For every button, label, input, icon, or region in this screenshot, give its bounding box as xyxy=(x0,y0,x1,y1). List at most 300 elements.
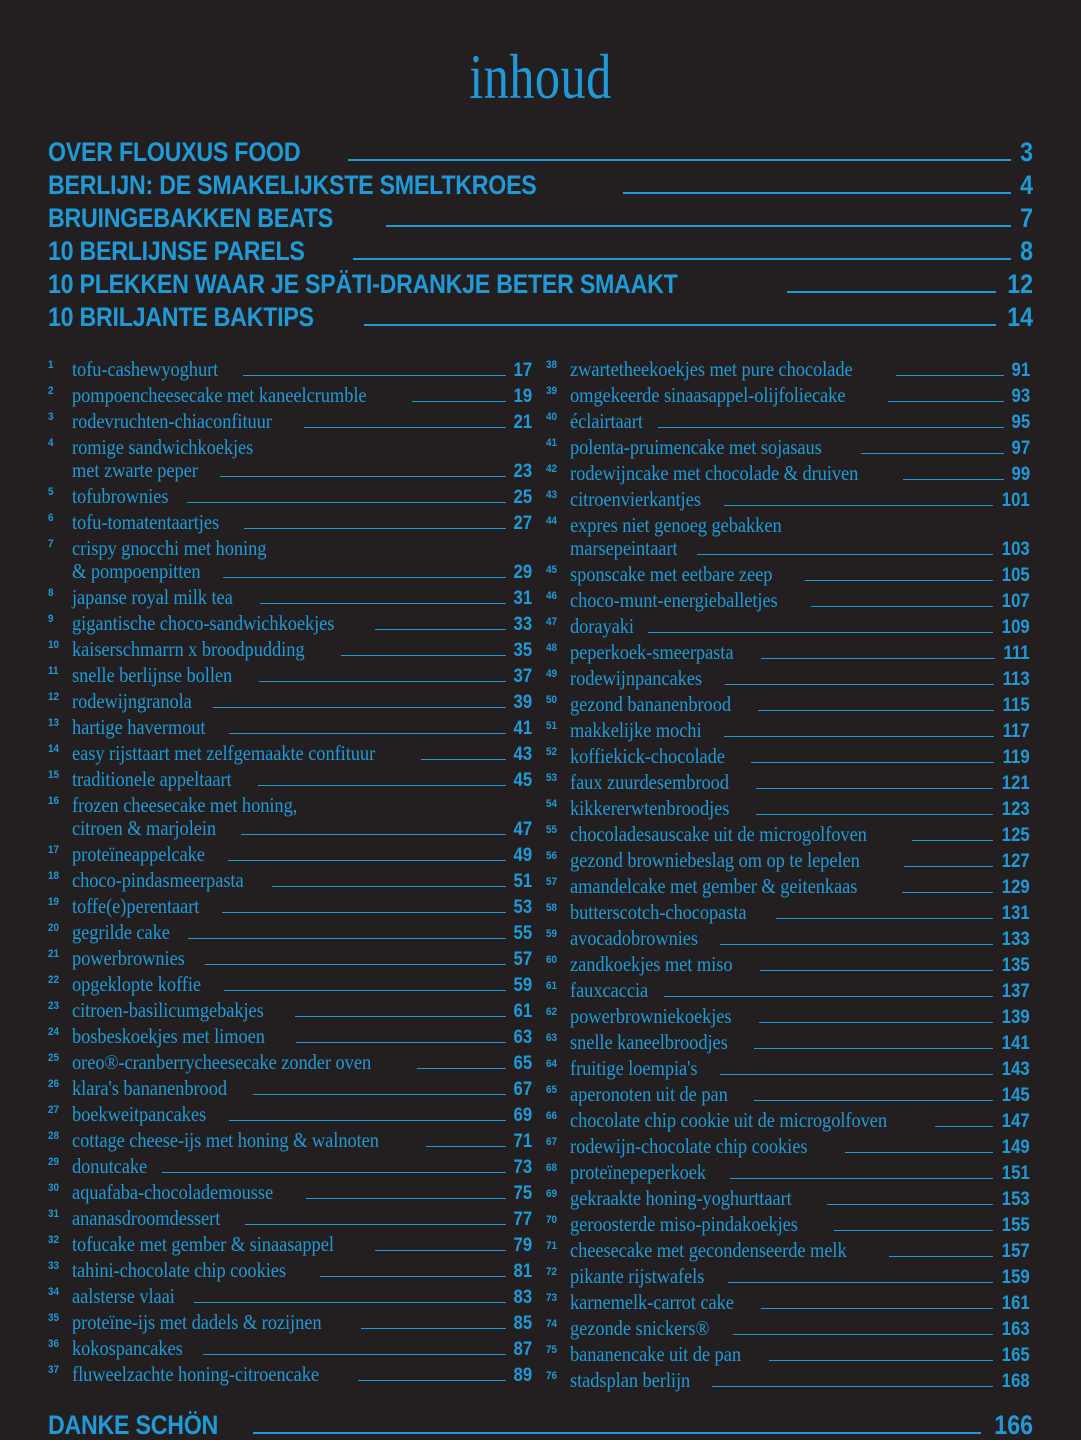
recipe-entry[interactable] xyxy=(546,1006,1030,1031)
recipe-entry[interactable] xyxy=(48,844,532,869)
recipe-entry-line[interactable] xyxy=(570,1136,1030,1161)
recipe-entry[interactable] xyxy=(546,590,1030,615)
recipe-entry[interactable] xyxy=(546,746,1030,771)
recipe-entry[interactable] xyxy=(546,720,1030,745)
recipe-entry-line[interactable] xyxy=(570,720,1030,745)
recipe-entry-line[interactable] xyxy=(570,538,1030,561)
recipe-entry-line[interactable] xyxy=(72,743,532,768)
recipe-entry[interactable] xyxy=(546,928,1030,953)
leader-line xyxy=(834,1230,993,1231)
recipe-entry-title: makkelijke mochi xyxy=(570,718,702,742)
recipe-entry-number: 3 xyxy=(48,411,54,423)
recipe-entry-title: fauxcaccia xyxy=(570,978,649,1002)
recipe-entry[interactable] xyxy=(546,1188,1030,1213)
section-heading-row[interactable] xyxy=(48,205,1033,238)
recipe-entry[interactable] xyxy=(546,411,1030,436)
recipe-entry-number: 70 xyxy=(546,1214,558,1226)
recipe-entry-line[interactable] xyxy=(570,824,1030,849)
recipe-entry-title: aquafaba-chocolademousse xyxy=(72,1180,274,1204)
recipe-entry[interactable] xyxy=(546,1084,1030,1109)
recipe-entry-title: tofu-cashewyoghurt xyxy=(72,357,219,381)
recipe-entry-title: romige sandwichkoekjes xyxy=(72,435,254,459)
leader-line xyxy=(912,840,993,841)
recipe-entry-title: sponscake met eetbare zeep xyxy=(570,562,773,586)
recipe-entry-title: gezond bananenbrood xyxy=(570,692,731,716)
leader-line xyxy=(229,1120,506,1121)
recipe-entry-line[interactable] xyxy=(72,1130,532,1155)
recipe-entry[interactable] xyxy=(48,385,532,410)
recipe-entry-title: opgeklopte koffie xyxy=(72,972,202,996)
recipe-entry-title: bosbeskoekjes met limoen xyxy=(72,1024,265,1048)
recipe-entry-line[interactable] xyxy=(72,896,532,921)
recipe-entry-page-number: 133 xyxy=(1002,929,1030,950)
recipe-entry[interactable] xyxy=(546,798,1030,823)
recipe-entry-title: proteïne-ijs met dadels & rozijnen xyxy=(72,1310,322,1334)
recipe-entry[interactable] xyxy=(48,486,532,511)
leader-line xyxy=(904,866,993,867)
recipe-entry-page-number: 131 xyxy=(1002,903,1030,924)
recipe-entry-line[interactable] xyxy=(570,694,1030,719)
section-heading-label: OVER FLOUXUS FOOD xyxy=(48,137,301,167)
recipe-entry-title: boekweitpancakes xyxy=(72,1102,207,1126)
recipe-entry[interactable] xyxy=(48,1364,532,1389)
recipe-entry[interactable] xyxy=(546,1162,1030,1187)
recipe-entry[interactable] xyxy=(48,691,532,716)
recipe-entry-line[interactable] xyxy=(72,691,532,716)
leader-line xyxy=(243,375,506,376)
recipe-entry-number: 49 xyxy=(546,668,558,680)
recipe-entry[interactable] xyxy=(546,1058,1030,1083)
leader-line xyxy=(725,684,994,685)
recipe-entry-line[interactable] xyxy=(570,980,1030,1005)
recipe-entry-title: peperkoek-smeerpasta xyxy=(570,640,734,664)
recipe-entry[interactable] xyxy=(546,437,1030,462)
recipe-entry-title: tofucake met gember & sinaasappel xyxy=(72,1232,334,1256)
recipe-entry-line[interactable] xyxy=(570,385,1030,410)
recipe-entry-line[interactable] xyxy=(72,613,532,638)
recipe-entry-title: faux zuurdesembrood xyxy=(570,770,729,794)
recipe-entry-line[interactable] xyxy=(72,460,532,483)
recipe-entry[interactable] xyxy=(546,564,1030,589)
recipe-entry-line[interactable] xyxy=(72,561,532,584)
leader-line xyxy=(902,892,994,893)
recipe-entry-title: amandelcake met gember & geitenkaas xyxy=(570,874,858,898)
recipe-entry-line[interactable] xyxy=(570,668,1030,693)
recipe-entry-title: choco-munt-energieballetjes xyxy=(570,588,778,612)
recipe-entry[interactable] xyxy=(546,1292,1030,1317)
recipe-entry[interactable] xyxy=(546,1318,1030,1343)
leader-line xyxy=(295,1016,506,1017)
leader-line xyxy=(220,476,506,477)
recipe-entry-line[interactable] xyxy=(570,489,1030,514)
leader-line xyxy=(222,912,506,913)
recipe-entry-number: 67 xyxy=(546,1136,558,1148)
recipe-entry-page-number: 149 xyxy=(1002,1137,1030,1158)
leader-line xyxy=(759,1022,994,1023)
recipe-entry-number: 24 xyxy=(48,1026,60,1038)
recipe-entry[interactable] xyxy=(48,512,532,537)
recipe-entry-number: 27 xyxy=(48,1104,60,1116)
recipe-entry[interactable] xyxy=(48,1338,532,1363)
recipe-entry[interactable] xyxy=(48,1052,532,1077)
recipe-entry-line[interactable] xyxy=(570,437,1030,462)
recipe-entry-page-number: 113 xyxy=(1003,669,1030,690)
recipe-entry-line[interactable] xyxy=(72,411,532,436)
recipe-entry-title: avocadobrownies xyxy=(570,926,698,950)
recipe-entry-line[interactable] xyxy=(570,411,1030,436)
recipe-entry-title: kaiserschmarrn x broodpudding xyxy=(72,637,305,661)
recipe-entry[interactable] xyxy=(48,613,532,638)
recipe-entry-title: fluweelzachte honing-citroencake xyxy=(72,1362,320,1386)
recipe-entry[interactable] xyxy=(48,948,532,973)
recipe-entry-line[interactable] xyxy=(570,772,1030,797)
recipe-entry[interactable] xyxy=(48,411,532,436)
recipe-entry-number: 33 xyxy=(48,1260,60,1272)
recipe-entry-line[interactable] xyxy=(72,1000,532,1025)
recipe-entry-line[interactable] xyxy=(570,642,1030,667)
recipe-entry-page-number: 17 xyxy=(513,360,532,381)
recipe-entry-line[interactable] xyxy=(570,928,1030,953)
recipe-entry-line[interactable] xyxy=(570,1188,1030,1213)
recipe-entry-title: kikkererwtenbroodjes xyxy=(570,796,730,820)
recipe-entry-line[interactable] xyxy=(570,850,1030,875)
recipe-entry-title: bananencake uit de pan xyxy=(570,1342,741,1366)
leader-line xyxy=(223,577,506,578)
recipe-entry[interactable] xyxy=(546,1344,1030,1369)
recipe-entry-page-number: 143 xyxy=(1002,1059,1030,1080)
section-heading-page-number: 7 xyxy=(1020,203,1033,233)
leader-line xyxy=(712,1386,994,1387)
recipe-entry-page-number: 157 xyxy=(1002,1241,1030,1262)
recipe-entry[interactable] xyxy=(546,772,1030,797)
recipe-entry-title: proteïnepeperkoek xyxy=(570,1160,707,1184)
recipe-entry-title: hartige havermout xyxy=(72,715,206,739)
recipe-entry-line[interactable] xyxy=(72,769,532,794)
recipe-entry[interactable] xyxy=(48,1182,532,1207)
leader-line xyxy=(648,632,994,633)
recipe-entry[interactable] xyxy=(48,795,532,841)
recipe-entry-line[interactable] xyxy=(72,665,532,690)
recipe-entry-line[interactable] xyxy=(570,1370,1030,1395)
recipe-entry-line[interactable] xyxy=(72,1052,532,1077)
leader-line xyxy=(760,970,994,971)
recipe-entry-page-number: 39 xyxy=(513,692,532,713)
recipe-entry[interactable] xyxy=(48,743,532,768)
recipe-entry-page-number: 91 xyxy=(1011,360,1030,381)
leader-line xyxy=(623,192,1011,194)
leader-line xyxy=(353,258,1011,260)
section-heading-row[interactable] xyxy=(48,238,1033,271)
recipe-entry-number: 26 xyxy=(48,1078,60,1090)
recipe-entry-line[interactable] xyxy=(570,590,1030,615)
recipe-entry-page-number: 65 xyxy=(513,1053,532,1074)
recipe-entry[interactable] xyxy=(546,385,1030,410)
recipe-entry[interactable] xyxy=(546,515,1030,561)
recipe-entry-line[interactable] xyxy=(570,359,1030,384)
recipe-entry-page-number: 63 xyxy=(513,1027,532,1048)
leader-line xyxy=(375,1250,506,1251)
recipe-entry-number: 76 xyxy=(546,1370,558,1382)
recipe-entry[interactable] xyxy=(546,1110,1030,1135)
recipe-entry-title: aperonoten uit de pan xyxy=(570,1082,728,1106)
recipe-entry-line[interactable] xyxy=(72,844,532,869)
recipe-entry-page-number: 81 xyxy=(513,1261,532,1282)
recipe-entry-page-number: 51 xyxy=(513,871,532,892)
recipe-entry[interactable] xyxy=(546,1136,1030,1161)
recipe-entry-page-number: 27 xyxy=(513,513,532,534)
leader-line xyxy=(733,1334,993,1335)
recipe-entry[interactable] xyxy=(546,463,1030,488)
recipe-entry[interactable] xyxy=(48,870,532,895)
recipe-entry[interactable] xyxy=(48,1260,532,1285)
recipe-entry[interactable] xyxy=(48,665,532,690)
leader-line xyxy=(888,401,1004,402)
recipe-entry-line[interactable] xyxy=(570,1032,1030,1057)
recipe-entry[interactable] xyxy=(546,1214,1030,1239)
recipe-entry-number: 75 xyxy=(546,1344,558,1356)
recipe-entry-line[interactable] xyxy=(570,1084,1030,1109)
recipe-entry-line[interactable] xyxy=(72,1260,532,1285)
recipe-entry-line[interactable] xyxy=(72,1364,532,1389)
recipe-entry-title-continued: met zwarte peper xyxy=(72,458,198,482)
recipe-entry[interactable] xyxy=(546,616,1030,641)
recipe-entry[interactable] xyxy=(48,538,532,584)
recipe-entry-line[interactable] xyxy=(570,1240,1030,1265)
recipe-entry[interactable] xyxy=(48,1078,532,1103)
recipe-entry[interactable] xyxy=(48,1312,532,1337)
recipe-columns xyxy=(48,359,1033,1396)
recipe-entry-line[interactable] xyxy=(72,385,532,410)
recipe-entry-page-number: 129 xyxy=(1002,877,1030,898)
section-heading-row[interactable] xyxy=(48,304,1033,337)
recipe-entry-title: klara's bananenbrood xyxy=(72,1076,228,1100)
recipe-entry-title: citroen-basilicumgebakjes xyxy=(72,998,264,1022)
leader-line xyxy=(304,427,506,428)
recipe-entry-line[interactable] xyxy=(72,639,532,664)
recipe-entry-title: gigantische choco-sandwichkoekjes xyxy=(72,611,335,635)
recipe-entry-number: 68 xyxy=(546,1162,558,1174)
recipe-entry-number: 52 xyxy=(546,746,558,758)
recipe-entry-title: dorayaki xyxy=(570,614,634,638)
leader-line xyxy=(361,1328,506,1329)
recipe-entry[interactable] xyxy=(48,717,532,742)
leader-line xyxy=(761,1308,993,1309)
recipe-entry-number: 64 xyxy=(546,1058,558,1070)
recipe-entry-line[interactable] xyxy=(72,1312,532,1337)
recipe-entry-line[interactable] xyxy=(72,359,532,384)
leader-line xyxy=(776,918,994,919)
recipe-entry-line[interactable] xyxy=(570,1214,1030,1239)
recipe-entry-line[interactable] xyxy=(570,1292,1030,1317)
recipe-entry-number: 51 xyxy=(546,720,558,732)
recipe-entry[interactable] xyxy=(546,668,1030,693)
recipe-entry-page-number: 87 xyxy=(513,1339,532,1360)
recipe-entry-line[interactable] xyxy=(72,587,532,612)
recipe-entry-page-number: 127 xyxy=(1002,851,1030,872)
recipe-entry-line[interactable] xyxy=(72,717,532,742)
recipe-entry[interactable] xyxy=(546,1240,1030,1265)
recipe-entry-page-number: 67 xyxy=(513,1079,532,1100)
recipe-entry-number: 36 xyxy=(48,1338,60,1350)
recipe-entry-page-number: 123 xyxy=(1002,799,1030,820)
recipe-entry-number: 56 xyxy=(546,850,558,862)
recipe-entry-line[interactable] xyxy=(72,1286,532,1311)
recipe-entry-line[interactable] xyxy=(72,1026,532,1051)
recipe-entry-line[interactable] xyxy=(570,1058,1030,1083)
recipe-entry[interactable] xyxy=(546,1266,1030,1291)
footer-row[interactable] xyxy=(48,1412,1033,1440)
recipe-entry-line[interactable] xyxy=(570,1006,1030,1031)
section-heading-row[interactable] xyxy=(48,139,1033,172)
leader-line xyxy=(751,762,994,763)
recipe-entry-title: crispy gnocchi met honing xyxy=(72,536,267,560)
section-heading-row[interactable] xyxy=(48,271,1033,304)
recipe-entry[interactable] xyxy=(546,824,1030,849)
recipe-entry-line[interactable] xyxy=(72,1338,532,1363)
recipe-entry-title-continued: marsepeintaart xyxy=(570,536,678,560)
leader-line xyxy=(756,788,994,789)
leader-line xyxy=(730,1178,994,1179)
recipe-entry[interactable] xyxy=(48,359,532,384)
recipe-entry-line[interactable] xyxy=(72,1156,532,1181)
recipe-entry-line[interactable] xyxy=(570,798,1030,823)
leader-line xyxy=(761,658,996,659)
recipe-entry[interactable] xyxy=(48,974,532,999)
recipe-entry-line[interactable] xyxy=(570,616,1030,641)
recipe-entry-line[interactable] xyxy=(570,1162,1030,1187)
recipe-entry[interactable] xyxy=(48,1130,532,1155)
recipe-entry[interactable] xyxy=(546,876,1030,901)
recipe-entry-page-number: 125 xyxy=(1002,825,1030,846)
recipe-entry-line[interactable] xyxy=(570,876,1030,901)
recipe-entry[interactable] xyxy=(48,1234,532,1259)
recipe-entry-page-number: 155 xyxy=(1002,1215,1030,1236)
leader-line xyxy=(259,681,506,682)
leader-line xyxy=(253,1094,506,1095)
recipe-entry-title: tofu-tomatentaartjes xyxy=(72,510,220,534)
recipe-entry-title: aalsterse vlaai xyxy=(72,1284,175,1308)
recipe-entry[interactable] xyxy=(48,1000,532,1025)
recipe-entry-page-number: 141 xyxy=(1002,1033,1030,1054)
section-heading-row[interactable] xyxy=(48,172,1033,205)
recipe-entry[interactable] xyxy=(48,1208,532,1233)
recipe-entry-line[interactable] xyxy=(72,1208,532,1233)
recipe-entry-page-number: 159 xyxy=(1002,1267,1030,1288)
recipe-entry-line[interactable] xyxy=(72,1078,532,1103)
recipe-entry-line[interactable] xyxy=(570,902,1030,927)
leader-line xyxy=(754,1048,993,1049)
recipe-entry-line[interactable] xyxy=(72,1104,532,1129)
leader-line xyxy=(224,990,506,991)
recipe-entry-number: 40 xyxy=(546,411,558,423)
recipe-entry[interactable] xyxy=(546,1032,1030,1057)
recipe-entry[interactable] xyxy=(48,437,532,483)
recipe-entry-title: éclairtaart xyxy=(570,409,643,433)
recipe-entry-line[interactable] xyxy=(72,974,532,999)
leader-line xyxy=(769,1360,993,1361)
leader-line xyxy=(386,225,1011,227)
recipe-entry-line[interactable] xyxy=(570,746,1030,771)
recipe-entry-title: powerbrownies xyxy=(72,946,185,970)
recipe-entry-title: pompoencheesecake met kaneelcrumble xyxy=(72,383,367,407)
recipe-entry-page-number: 147 xyxy=(1002,1111,1030,1132)
recipe-entry-page-number: 75 xyxy=(513,1183,532,1204)
recipe-entry-line[interactable] xyxy=(570,564,1030,589)
recipe-entry-number: 13 xyxy=(48,717,60,729)
recipe-entry-page-number: 168 xyxy=(1002,1371,1030,1392)
recipe-entry[interactable] xyxy=(546,694,1030,719)
recipe-entry-number: 28 xyxy=(48,1130,60,1142)
recipe-entry-number: 35 xyxy=(48,1312,60,1324)
recipe-entry-number: 23 xyxy=(48,1000,60,1012)
recipe-entry-line[interactable] xyxy=(72,922,532,947)
recipe-entry-page-number: 135 xyxy=(1002,955,1030,976)
recipe-entry-line[interactable] xyxy=(72,818,532,841)
recipe-entry[interactable] xyxy=(48,1286,532,1311)
recipe-entry[interactable] xyxy=(48,769,532,794)
recipe-entry-line[interactable] xyxy=(570,1110,1030,1135)
recipe-entry-number: 66 xyxy=(546,1110,558,1122)
recipe-entry-number: 37 xyxy=(48,1364,60,1376)
recipe-entry-number: 30 xyxy=(48,1182,60,1194)
recipe-entry-number: 55 xyxy=(546,824,558,836)
recipe-entry[interactable] xyxy=(546,642,1030,667)
recipe-entry-title: proteïneappelcake xyxy=(72,842,205,866)
recipe-entry-page-number: 19 xyxy=(513,386,532,407)
recipe-entry-line[interactable] xyxy=(570,1344,1030,1369)
recipe-entry-line[interactable] xyxy=(72,948,532,973)
recipe-entry[interactable] xyxy=(48,639,532,664)
recipe-entry[interactable] xyxy=(48,1104,532,1129)
recipe-entry-line[interactable] xyxy=(72,512,532,537)
recipe-entry-page-number: 33 xyxy=(513,614,532,635)
recipe-entry[interactable] xyxy=(546,980,1030,1005)
recipe-entry[interactable] xyxy=(546,902,1030,927)
recipe-entry[interactable] xyxy=(48,896,532,921)
recipe-entry[interactable] xyxy=(48,1156,532,1181)
recipe-entry-line[interactable] xyxy=(72,486,532,511)
recipe-entry-line[interactable] xyxy=(72,1182,532,1207)
recipe-entry-line[interactable] xyxy=(570,1318,1030,1343)
recipe-entry-line[interactable] xyxy=(570,954,1030,979)
recipe-entry-title: chocolate chip cookie uit de microgolfoven xyxy=(570,1108,888,1132)
leader-line xyxy=(827,1204,993,1205)
recipe-entry[interactable] xyxy=(546,489,1030,514)
recipe-entry-number: 15 xyxy=(48,769,60,781)
recipe-entry[interactable] xyxy=(546,954,1030,979)
recipe-entry-title: cottage cheese-ijs met honing & walnoten xyxy=(72,1128,379,1152)
recipe-entry[interactable] xyxy=(48,1026,532,1051)
recipe-entry[interactable] xyxy=(546,359,1030,384)
recipe-entry-page-number: 73 xyxy=(513,1157,532,1178)
recipe-entry-title: karnemelk-carrot cake xyxy=(570,1290,734,1314)
recipe-entry[interactable] xyxy=(546,850,1030,875)
recipe-entry-title: stadsplan berlijn xyxy=(570,1368,691,1392)
leader-line xyxy=(903,479,1004,480)
recipe-entry[interactable] xyxy=(546,1370,1030,1395)
recipe-entry-line[interactable] xyxy=(72,1234,532,1259)
recipe-entry[interactable] xyxy=(48,587,532,612)
recipe-entry-line[interactable] xyxy=(570,1266,1030,1291)
recipe-entry-title: donutcake xyxy=(72,1154,148,1178)
recipe-entry-page-number: 163 xyxy=(1002,1319,1030,1340)
section-heading-page-number: 3 xyxy=(1020,137,1033,167)
recipe-entry-line[interactable] xyxy=(72,870,532,895)
recipe-entry-line[interactable] xyxy=(570,463,1030,488)
recipe-entry-number: 38 xyxy=(546,359,558,371)
recipe-entry-page-number: 83 xyxy=(513,1287,532,1308)
recipe-entry[interactable] xyxy=(48,922,532,947)
